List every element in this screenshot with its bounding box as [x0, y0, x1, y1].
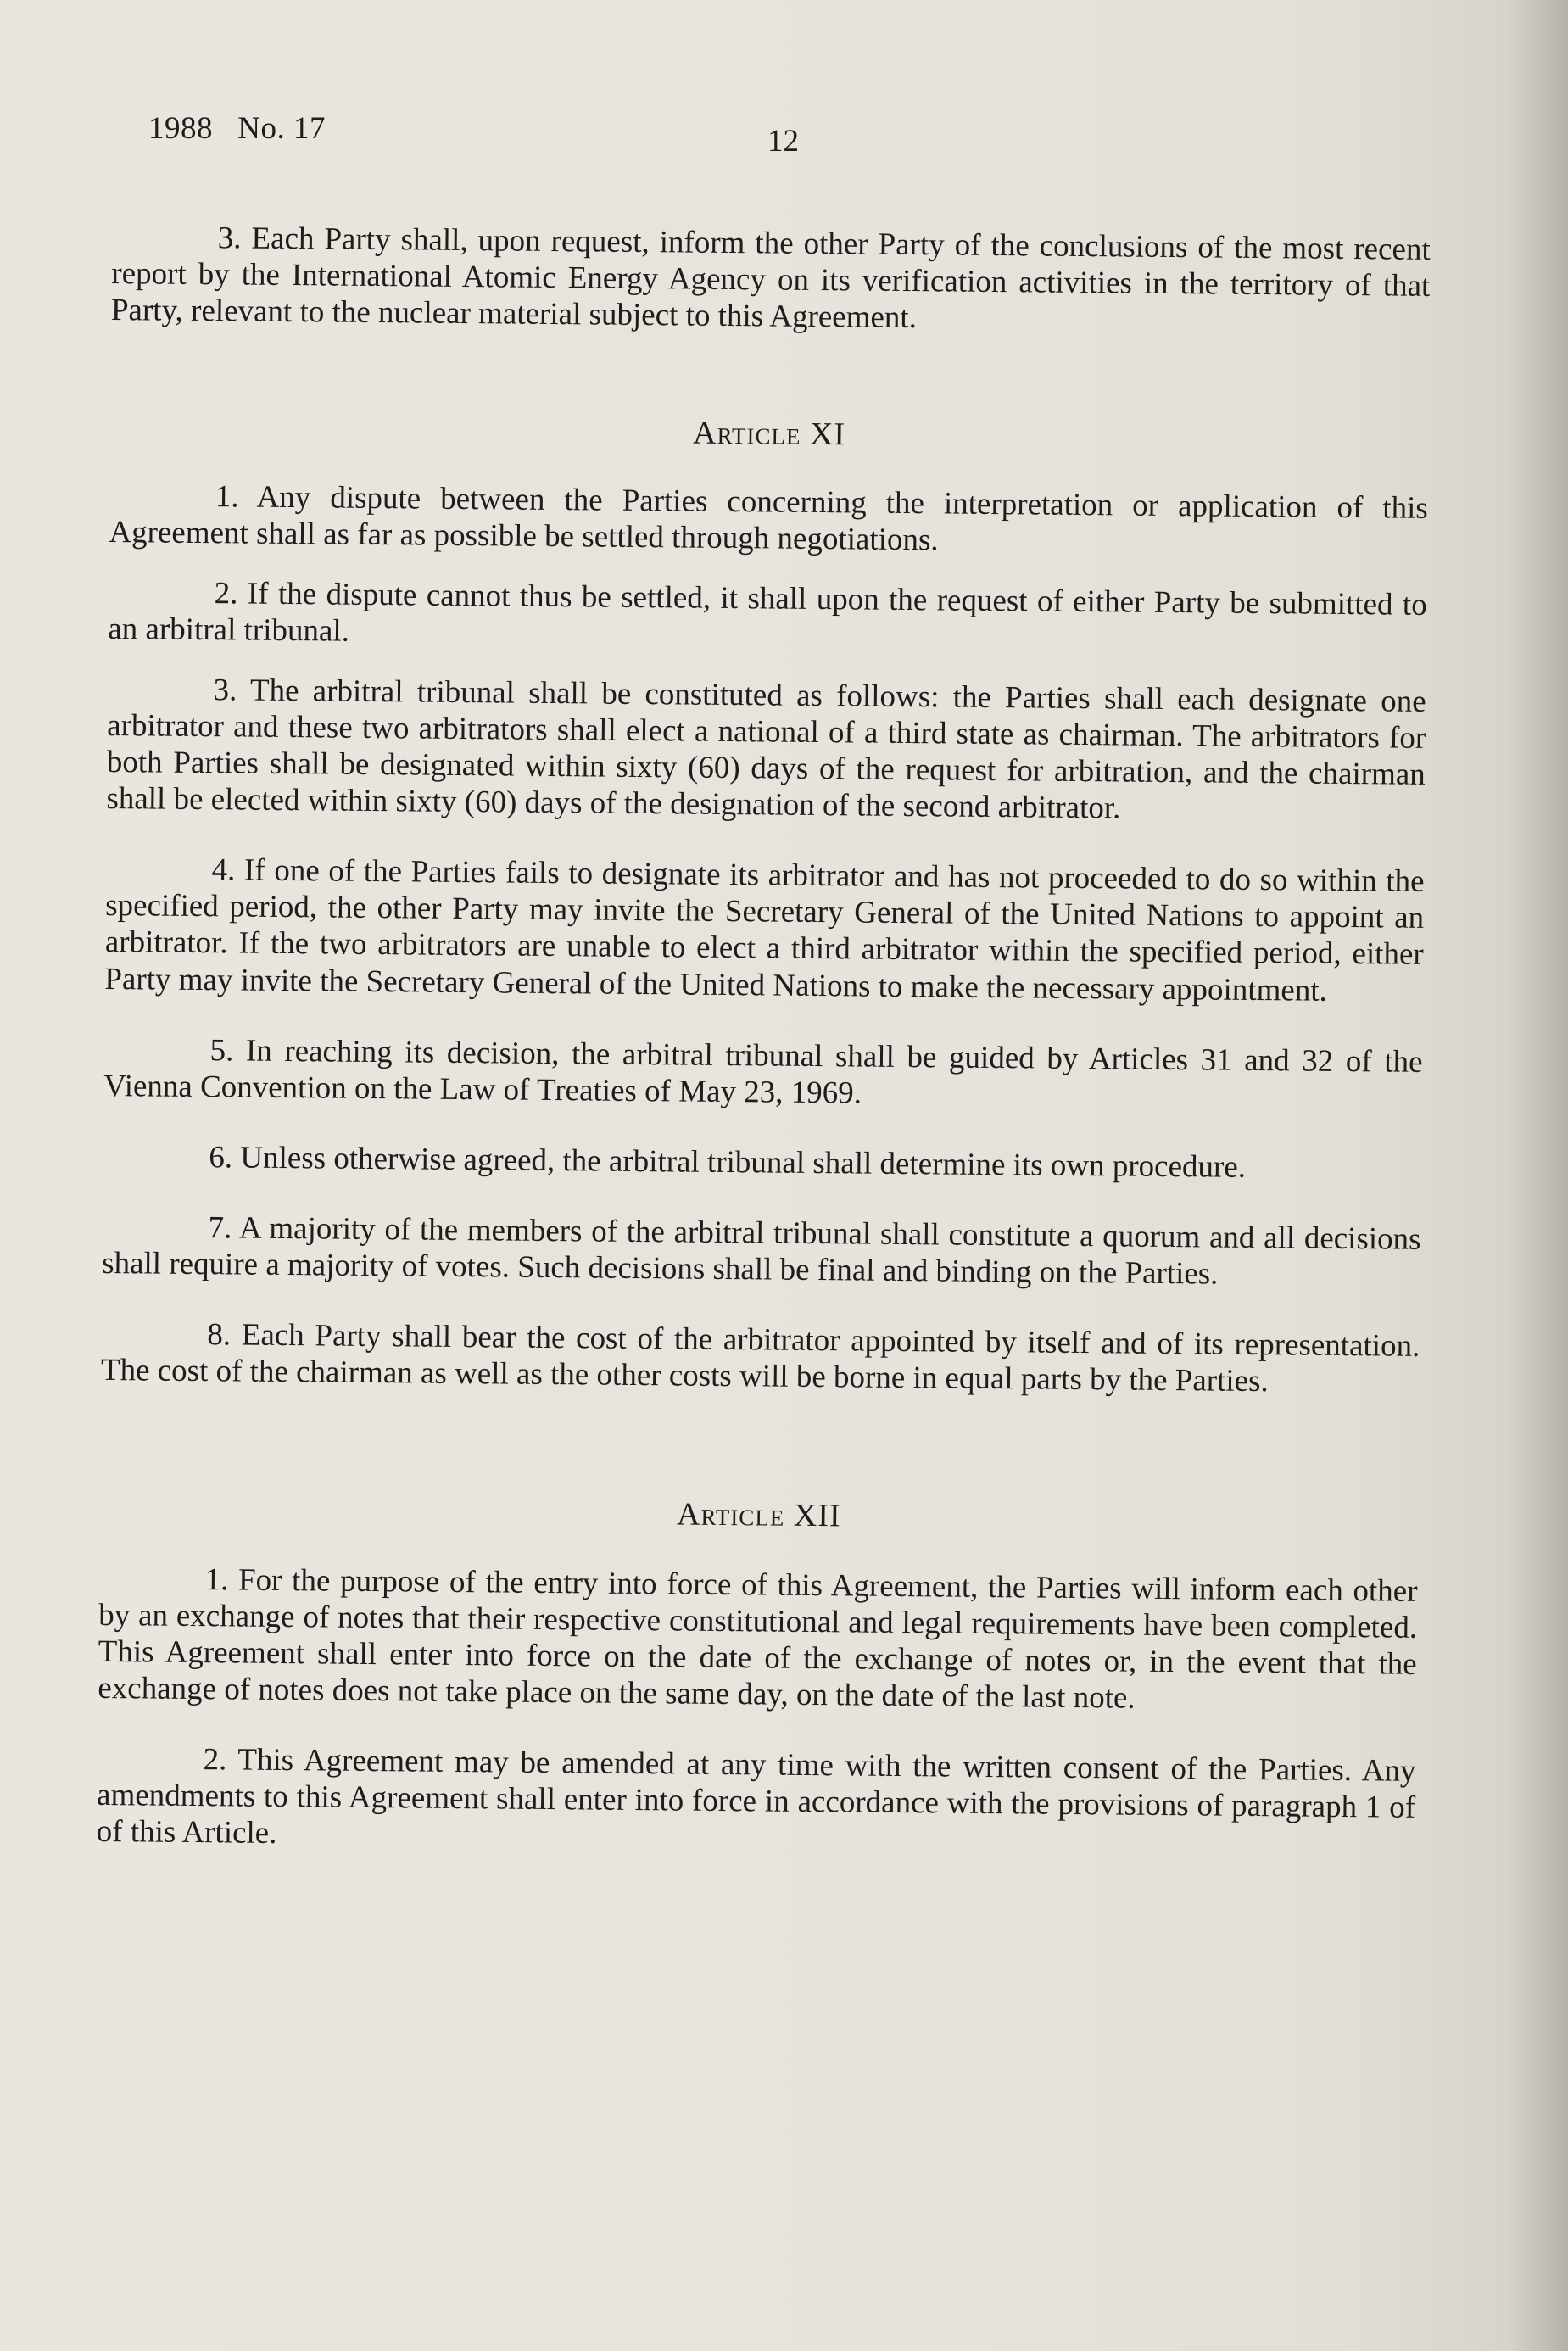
paragraph: 1. Any dispute between the Parties concerning the interpretation or application of this Agreement shall as far as possible be settled through negotiations.: [109, 478, 1428, 558]
paragraph: 7. A majority of the members of the arbitral tribunal shall constitute a quorum and all decisions shall require a majority of votes. Such decisions shall be final and binding on the Parties.: [101, 1210, 1421, 1292]
page-number: 12: [767, 124, 799, 159]
document-body: [96, 219, 1431, 1886]
paragraph: 5. In reaching its decision, the arbitral tribunal shall be guided by Articles 31 and 32 of the Vienna Convention on the Law of Treaties of May 23, 1969.: [103, 1032, 1423, 1111]
paragraph: 3. The arbitral tribunal shall be constituted as follows: the Parties shall each designate one arbitrator and these two arbitrators shall elect a national of a third state as chairman. The arbitrators for both Parties shall be designated within sixty (60) days of the request for arbitration, and the chairman shall be elected within sixty (60) days of the designation of the second arbitrator.: [106, 673, 1426, 826]
paragraph: 3. Each Party shall, upon request, inform the other Party of the conclusions of the most recent report by the International Atomic Energy Agency on its verification activities in the territory of that Party, relevant to the nuclear material subject to this Agreement.: [110, 221, 1431, 336]
page-edge-shadow: [1509, 0, 1568, 2351]
paragraph: 6. Unless otherwise agreed, the arbitral tribunal shall determine its own procedure.: [209, 1140, 1247, 1185]
article-heading: Article XI: [692, 415, 846, 453]
article-heading: Article XII: [676, 1496, 841, 1534]
paragraph: 8. Each Party shall bear the cost of the arbitrator appointed by itself and of its representation. The cost of the chairman as well as the other costs will be borne in equal parts by the Parties.: [100, 1317, 1420, 1399]
paragraph: 1. For the purpose of the entry into force of this Agreement, the Parties will inform each other by an exchange of notes that their respective constitutional and legal requirements have been completed. This Agreement shall enter into force on the date of the exchange of notes or, in the event that the exchange of notes does not take place on the same day, on the date of the last note.: [98, 1561, 1418, 1716]
paragraph: 4. If one of the Parties fails to designate its arbitrator and has not proceeded to do so within the specified period, the other Party may invite the Secretary General of the United Nations to appoint an arbitrator. If the two arbitrators are unable to elect a third arbitrator within the specified period, either Party may invite the Secretary General of the United Nations to make the necessary appointment.: [104, 852, 1425, 1008]
paragraph: 2. If the dispute cannot thus be settled, it shall upon the request of either Party be submitted to an arbitral tribunal.: [108, 575, 1427, 649]
header-year-number: 1988 No. 17: [148, 111, 326, 146]
paragraph: 2. This Agreement may be amended at any time with the written consent of the Parties. Any amendments to this Agreement shall enter into force in accordance with the provisions of paragraph 1 of of this Article.: [96, 1742, 1416, 1851]
